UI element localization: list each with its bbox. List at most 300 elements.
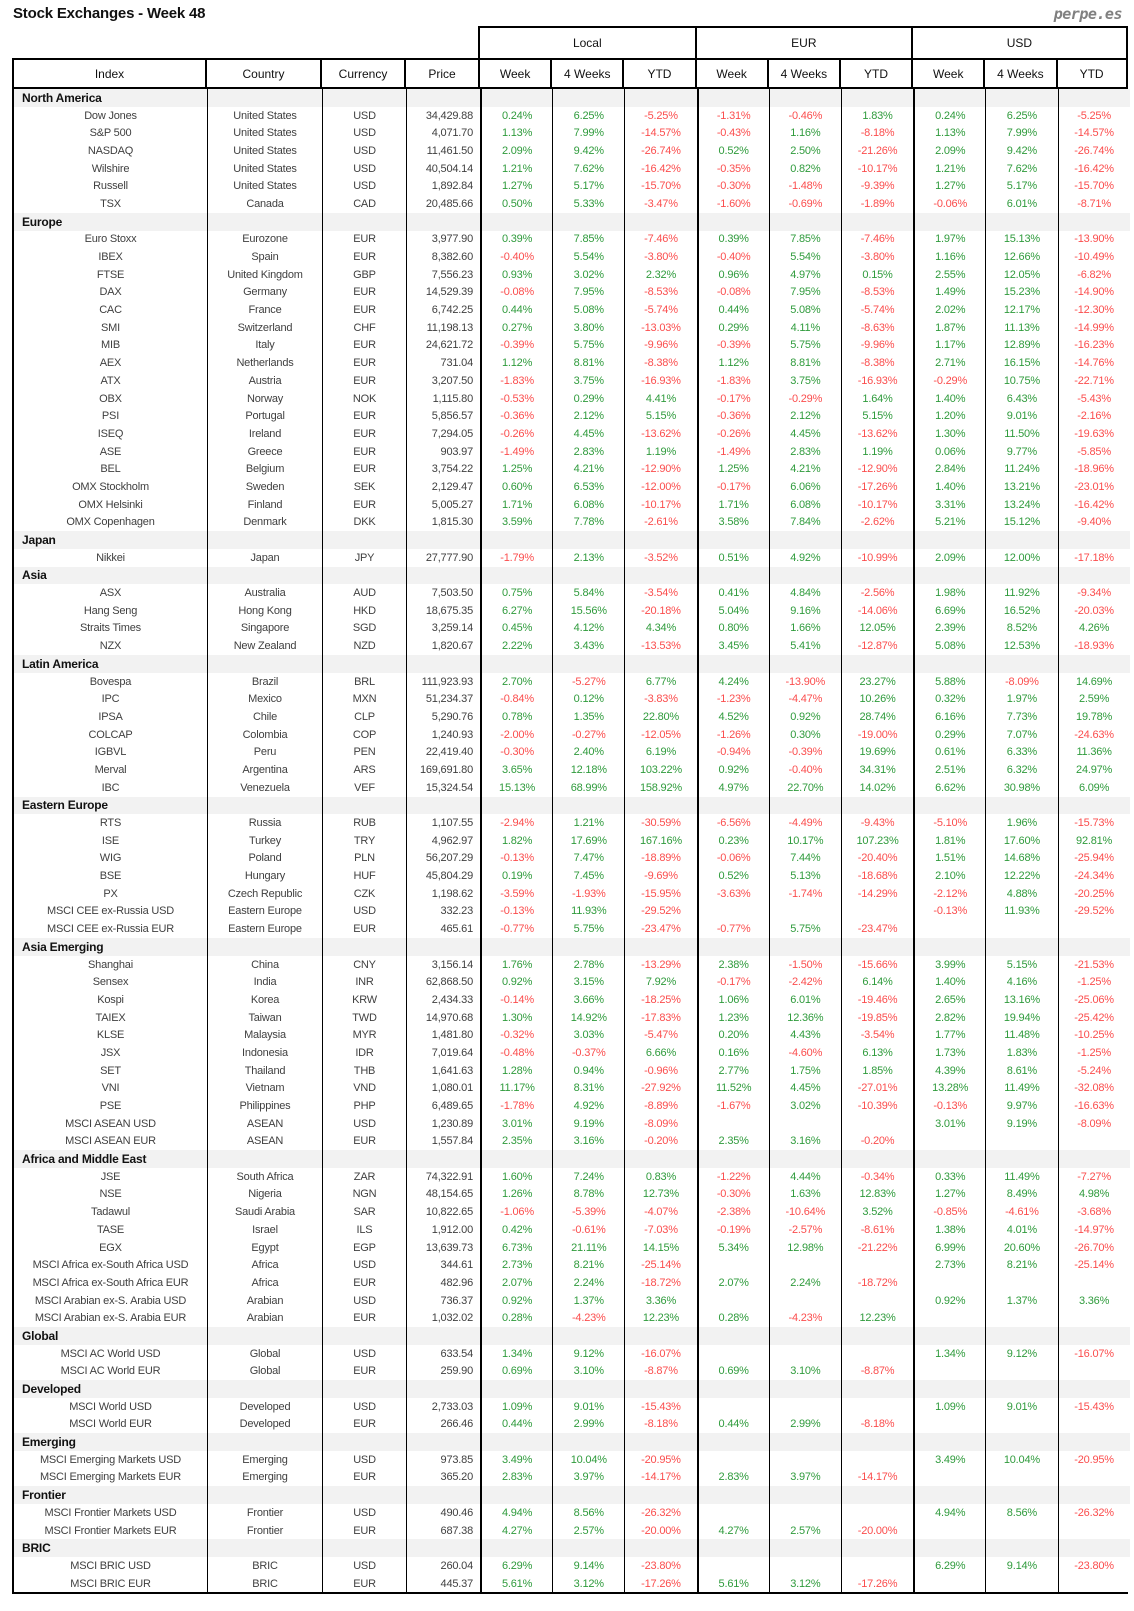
pct-cell: 3.75% [769, 372, 841, 390]
pct-cell: 167.16% [624, 832, 696, 850]
currency-cell: EUR [322, 920, 406, 938]
pct-cell: 5.21% [913, 514, 985, 532]
pct-cell: 0.28% [697, 1309, 769, 1327]
pct-cell: 6.77% [624, 673, 696, 691]
pct-cell: 19.69% [841, 743, 913, 761]
pct-cell: -9.40% [1058, 514, 1130, 532]
section-header-cell [1058, 89, 1130, 107]
index-cell: MSCI ASEAN EUR [14, 1133, 207, 1151]
section-header-cell [624, 1380, 696, 1398]
index-cell: CAC [14, 301, 207, 319]
pct-cell: -9.96% [841, 337, 913, 355]
price-cell: 56,207.29 [406, 850, 480, 868]
pct-cell: 1.87% [913, 319, 985, 337]
pct-cell: 21.11% [552, 1239, 624, 1257]
pct-cell: 9.42% [552, 142, 624, 160]
pct-cell: 4.27% [697, 1522, 769, 1540]
section-header-cell [1058, 797, 1130, 815]
currency-cell: EUR [322, 354, 406, 372]
pct-cell: -0.36% [697, 407, 769, 425]
column-header-usd-ytd: YTD [1056, 58, 1128, 89]
section-header-cell [624, 531, 696, 549]
pct-cell: -10.49% [1058, 248, 1130, 266]
price-cell: 1,820.67 [406, 637, 480, 655]
pct-cell: -13.62% [624, 425, 696, 443]
column-header-row [12, 58, 1128, 89]
pct-cell: 3.49% [480, 1451, 552, 1469]
pct-cell: -0.08% [480, 284, 552, 302]
country-cell: Australia [207, 584, 322, 602]
pct-cell: -22.71% [1058, 372, 1130, 390]
section-header-cell [406, 531, 480, 549]
index-cell: MSCI Arabian ex-S. Arabia USD [14, 1292, 207, 1310]
section-header-cell [769, 938, 841, 956]
country-cell: Austria [207, 372, 322, 390]
price-cell: 332.23 [406, 903, 480, 921]
pct-cell: -13.53% [624, 637, 696, 655]
pct-cell: 2.12% [552, 407, 624, 425]
pct-cell: -1.23% [697, 690, 769, 708]
pct-cell: 5.61% [697, 1575, 769, 1593]
section-header-cell [406, 1327, 480, 1345]
pct-cell: 5.33% [552, 195, 624, 213]
pct-cell: -3.47% [624, 195, 696, 213]
pct-cell: 0.52% [697, 142, 769, 160]
pct-cell: 12.17% [985, 301, 1057, 319]
currency-cell: EUR [322, 1274, 406, 1292]
pct-cell: -1.89% [841, 195, 913, 213]
column-header-price: Price [404, 58, 478, 89]
currency-cell: EUR [322, 1133, 406, 1151]
pct-cell: -7.03% [624, 1221, 696, 1239]
pct-cell: 2.99% [552, 1416, 624, 1434]
pct-cell [913, 1133, 985, 1151]
pct-cell: 8.56% [985, 1504, 1057, 1522]
currency-cell: CNY [322, 956, 406, 974]
pct-cell: 6.25% [985, 107, 1057, 125]
pct-cell: -25.94% [1058, 850, 1130, 868]
pct-cell [841, 1504, 913, 1522]
pct-cell [1058, 1522, 1130, 1540]
pct-cell: 0.30% [769, 726, 841, 744]
country-cell: Singapore [207, 620, 322, 638]
pct-cell: 22.80% [624, 708, 696, 726]
pct-cell: -23.80% [624, 1557, 696, 1575]
pct-cell: 15.23% [985, 284, 1057, 302]
pct-cell: 2.78% [552, 956, 624, 974]
pct-cell: 2.70% [480, 673, 552, 691]
price-cell: 1,107.55 [406, 814, 480, 832]
currency-cell: JPY [322, 549, 406, 567]
pct-cell: -30.59% [624, 814, 696, 832]
pct-cell: 7.84% [769, 514, 841, 532]
price-cell: 20,485.66 [406, 195, 480, 213]
pct-cell: -0.29% [769, 390, 841, 408]
country-cell: Poland [207, 850, 322, 868]
pct-cell: 1.13% [913, 124, 985, 142]
index-cell: IBEX [14, 248, 207, 266]
pct-cell: -27.01% [841, 1080, 913, 1098]
currency-cell: SGD [322, 620, 406, 638]
pct-cell: 3.97% [769, 1469, 841, 1487]
pct-cell: -0.13% [480, 850, 552, 868]
pct-cell: -8.38% [624, 354, 696, 372]
section-header-cell [985, 213, 1057, 231]
pct-cell: -25.14% [624, 1256, 696, 1274]
pct-cell [985, 1363, 1057, 1381]
index-cell: SMI [14, 319, 207, 337]
pct-cell: 34.31% [841, 761, 913, 779]
pct-cell: 2.83% [552, 443, 624, 461]
pct-cell: 4.34% [624, 620, 696, 638]
currency-cell: VND [322, 1080, 406, 1098]
pct-cell: -25.06% [1058, 991, 1130, 1009]
pct-cell: 24.97% [1058, 761, 1130, 779]
pct-cell: 1.34% [480, 1345, 552, 1363]
price-cell: 1,198.62 [406, 885, 480, 903]
section-header: Eastern Europe [14, 797, 207, 815]
pct-cell: -15.70% [1058, 177, 1130, 195]
section-header-cell [624, 567, 696, 585]
index-cell: IPSA [14, 708, 207, 726]
column-header-local-week: Week [478, 58, 550, 89]
pct-cell: 12.22% [985, 867, 1057, 885]
index-cell: Tadawul [14, 1203, 207, 1221]
section-header-cell [406, 1486, 480, 1504]
section-header-cell [624, 1150, 696, 1168]
section-header-cell [697, 1380, 769, 1398]
pct-cell: -0.53% [480, 390, 552, 408]
currency-cell: GBP [322, 266, 406, 284]
pct-cell: 17.60% [985, 832, 1057, 850]
pct-cell: -1.49% [480, 443, 552, 461]
country-cell: Taiwan [207, 1009, 322, 1027]
pct-cell: -17.83% [624, 1009, 696, 1027]
index-cell: Sensex [14, 973, 207, 991]
index-cell: TASE [14, 1221, 207, 1239]
currency-cell: USD [322, 1398, 406, 1416]
pct-cell: -5.85% [1058, 443, 1130, 461]
country-cell: Egypt [207, 1239, 322, 1257]
pct-cell: 2.24% [552, 1274, 624, 1292]
pct-cell: -13.29% [624, 956, 696, 974]
price-cell: 22,419.40 [406, 743, 480, 761]
pct-cell: -13.62% [841, 425, 913, 443]
section-header-cell [207, 1539, 322, 1557]
pct-cell: -3.54% [624, 584, 696, 602]
currency-cell: CHF [322, 319, 406, 337]
pct-cell: -18.93% [1058, 637, 1130, 655]
currency-cell: AUD [322, 584, 406, 602]
pct-cell: 1.17% [913, 337, 985, 355]
section-header-cell [769, 1433, 841, 1451]
country-cell: Africa [207, 1274, 322, 1292]
country-cell: United States [207, 107, 322, 125]
pct-cell: -4.23% [552, 1309, 624, 1327]
pct-cell: 4.45% [769, 1080, 841, 1098]
price-cell: 24,621.72 [406, 337, 480, 355]
pct-cell: -26.32% [1058, 1504, 1130, 1522]
section-header-cell [406, 797, 480, 815]
section-header-cell [480, 1150, 552, 1168]
pct-cell: 6.01% [769, 991, 841, 1009]
pct-cell: -2.94% [480, 814, 552, 832]
pct-cell: 2.59% [1058, 690, 1130, 708]
pct-cell: 9.14% [552, 1557, 624, 1575]
price-cell: 48,154.65 [406, 1186, 480, 1204]
pct-cell: 4.01% [985, 1221, 1057, 1239]
index-cell: COLCAP [14, 726, 207, 744]
pct-cell: 0.28% [480, 1309, 552, 1327]
pct-cell: 9.97% [985, 1097, 1057, 1115]
pct-cell: -0.61% [552, 1221, 624, 1239]
pct-cell: -0.35% [697, 160, 769, 178]
pct-cell: 1.85% [841, 1062, 913, 1080]
pct-cell: 0.92% [480, 973, 552, 991]
pct-cell: -16.93% [624, 372, 696, 390]
section-header-cell [406, 938, 480, 956]
pct-cell: 0.50% [480, 195, 552, 213]
section-header: Japan [14, 531, 207, 549]
price-cell: 903.97 [406, 443, 480, 461]
pct-cell: 3.45% [697, 637, 769, 655]
country-cell: Frontier [207, 1504, 322, 1522]
column-header-country: Country [205, 58, 320, 89]
index-cell: TSX [14, 195, 207, 213]
country-cell: United States [207, 124, 322, 142]
pct-cell: 6.99% [913, 1239, 985, 1257]
index-cell: ATX [14, 372, 207, 390]
pct-cell: -13.90% [1058, 231, 1130, 249]
section-header-cell [624, 213, 696, 231]
pct-cell: -1.48% [769, 177, 841, 195]
country-cell: Switzerland [207, 319, 322, 337]
pct-cell: 0.60% [480, 478, 552, 496]
pct-cell: 6.32% [985, 761, 1057, 779]
pct-cell: -19.46% [841, 991, 913, 1009]
country-cell: Eastern Europe [207, 903, 322, 921]
pct-cell: -3.59% [480, 885, 552, 903]
currency-cell: USD [322, 177, 406, 195]
pct-cell: 4.52% [697, 708, 769, 726]
currency-cell: EUR [322, 1363, 406, 1381]
pct-cell: -14.97% [1058, 1221, 1130, 1239]
price-cell: 14,970.68 [406, 1009, 480, 1027]
country-cell: Emerging [207, 1469, 322, 1487]
pct-cell: 4.43% [769, 1026, 841, 1044]
pct-cell: -8.63% [841, 319, 913, 337]
currency-cell: EUR [322, 460, 406, 478]
section-header-cell [207, 1150, 322, 1168]
pct-cell: -2.61% [624, 514, 696, 532]
price-cell: 11,198.13 [406, 319, 480, 337]
pct-cell: 103.22% [624, 761, 696, 779]
price-cell: 15,324.54 [406, 779, 480, 797]
currency-cell: TRY [322, 832, 406, 850]
index-cell: MSCI ASEAN USD [14, 1115, 207, 1133]
pct-cell: 11.13% [985, 319, 1057, 337]
section-header-cell [913, 1486, 985, 1504]
pct-cell: -10.17% [624, 496, 696, 514]
pct-cell: 0.42% [480, 1221, 552, 1239]
section-header-cell [552, 655, 624, 673]
pct-cell: -3.54% [841, 1026, 913, 1044]
section-header-cell [406, 1539, 480, 1557]
pct-cell: 1.19% [624, 443, 696, 461]
country-cell: Greece [207, 443, 322, 461]
pct-cell: 2.40% [552, 743, 624, 761]
section-header-cell [985, 89, 1057, 107]
pct-cell: -5.74% [841, 301, 913, 319]
pct-cell: 2.73% [480, 1256, 552, 1274]
pct-cell: 4.88% [985, 885, 1057, 903]
section-header-cell [913, 213, 985, 231]
pct-cell: 6.06% [769, 478, 841, 496]
pct-cell: 3.43% [552, 637, 624, 655]
pct-cell: -14.17% [841, 1469, 913, 1487]
country-cell: Eastern Europe [207, 920, 322, 938]
section-header-cell [1058, 1150, 1130, 1168]
pct-cell: -5.74% [624, 301, 696, 319]
country-cell: Peru [207, 743, 322, 761]
pct-cell: 4.12% [552, 620, 624, 638]
section-header-cell [985, 797, 1057, 815]
country-cell: Venezuela [207, 779, 322, 797]
pct-cell: 5.61% [480, 1575, 552, 1593]
pct-cell [769, 1398, 841, 1416]
pct-cell: 3.97% [552, 1469, 624, 1487]
index-cell: PSE [14, 1097, 207, 1115]
index-cell: MSCI Emerging Markets USD [14, 1451, 207, 1469]
pct-cell: 11.49% [985, 1168, 1057, 1186]
pct-cell: 4.94% [480, 1504, 552, 1522]
pct-cell [841, 1345, 913, 1363]
index-cell: MSCI Frontier Markets USD [14, 1504, 207, 1522]
pct-cell: -16.07% [1058, 1345, 1130, 1363]
pct-cell: 7.92% [624, 973, 696, 991]
pct-cell: 1.25% [480, 460, 552, 478]
pct-cell: 1.25% [697, 460, 769, 478]
currency-cell: USD [322, 107, 406, 125]
pct-cell: -0.29% [913, 372, 985, 390]
pct-cell: -8.87% [624, 1363, 696, 1381]
pct-cell: 2.51% [913, 761, 985, 779]
country-cell: United States [207, 142, 322, 160]
section-header-cell [624, 1486, 696, 1504]
pct-cell: -20.40% [841, 850, 913, 868]
price-cell: 1,641.63 [406, 1062, 480, 1080]
pct-cell: 7.85% [769, 231, 841, 249]
section-header-cell [697, 1150, 769, 1168]
column-header-local-ytd: YTD [622, 58, 694, 89]
price-cell: 266.46 [406, 1416, 480, 1434]
country-cell: BRIC [207, 1557, 322, 1575]
country-cell: Korea [207, 991, 322, 1009]
pct-cell: 0.44% [480, 301, 552, 319]
index-cell: Merval [14, 761, 207, 779]
pct-cell: 1.73% [913, 1044, 985, 1062]
pct-cell: 14.02% [841, 779, 913, 797]
price-cell: 3,977.90 [406, 231, 480, 249]
pct-cell: 7.47% [552, 850, 624, 868]
currency-cell: EUR [322, 1416, 406, 1434]
section-header-cell [1058, 1327, 1130, 1345]
price-cell: 74,322.91 [406, 1168, 480, 1186]
country-cell: Eurozone [207, 231, 322, 249]
section-header-cell [207, 531, 322, 549]
index-cell: DAX [14, 284, 207, 302]
section-header-cell [552, 1433, 624, 1451]
section-header-cell [985, 531, 1057, 549]
currency-cell: EUR [322, 284, 406, 302]
pct-cell: 12.23% [841, 1309, 913, 1327]
section-header-cell [480, 1433, 552, 1451]
pct-cell: 12.66% [985, 248, 1057, 266]
section-header-cell [207, 1327, 322, 1345]
pct-cell: -3.80% [841, 248, 913, 266]
section-header-cell [769, 1486, 841, 1504]
currency-cell: EUR [322, 337, 406, 355]
pct-cell: 3.10% [552, 1363, 624, 1381]
currency-cell: USD [322, 1115, 406, 1133]
pct-cell: -0.69% [769, 195, 841, 213]
currency-cell: HKD [322, 602, 406, 620]
pct-cell: 11.49% [985, 1080, 1057, 1098]
index-cell: OMX Copenhagen [14, 514, 207, 532]
index-cell: MSCI Africa ex-South Africa USD [14, 1256, 207, 1274]
price-cell: 7,294.05 [406, 425, 480, 443]
section-header-cell [985, 655, 1057, 673]
currency-cell: EUR [322, 443, 406, 461]
pct-cell: -2.42% [769, 973, 841, 991]
section-header-cell [322, 1433, 406, 1451]
section-header-cell [552, 1150, 624, 1168]
index-cell: PX [14, 885, 207, 903]
pct-cell: 6.16% [913, 708, 985, 726]
pct-cell: 1.13% [480, 124, 552, 142]
pct-cell: 3.03% [552, 1026, 624, 1044]
index-cell: SET [14, 1062, 207, 1080]
section-header-cell [322, 567, 406, 585]
section-header-cell [624, 1539, 696, 1557]
section-header-cell [552, 567, 624, 585]
pct-cell: -0.26% [697, 425, 769, 443]
pct-cell: 0.29% [913, 726, 985, 744]
index-cell: ISEQ [14, 425, 207, 443]
pct-cell: 5.88% [913, 673, 985, 691]
pct-cell: 10.17% [769, 832, 841, 850]
section-header-cell [480, 655, 552, 673]
pct-cell [985, 1469, 1057, 1487]
section-header-cell [406, 89, 480, 107]
pct-cell: 0.39% [480, 231, 552, 249]
pct-cell: -0.77% [697, 920, 769, 938]
pct-cell: -26.74% [1058, 142, 1130, 160]
pct-cell: 12.00% [985, 549, 1057, 567]
currency-cell: IDR [322, 1044, 406, 1062]
price-cell: 1,892.84 [406, 177, 480, 195]
pct-cell: -5.10% [913, 814, 985, 832]
pct-cell: 4.24% [697, 673, 769, 691]
pct-cell [1058, 1363, 1130, 1381]
section-header-cell [480, 213, 552, 231]
currency-cell: EUR [322, 1469, 406, 1487]
pct-cell: 6.09% [1058, 779, 1130, 797]
section-header-cell [322, 213, 406, 231]
price-cell: 2,129.47 [406, 478, 480, 496]
pct-cell: -10.17% [841, 496, 913, 514]
pct-cell: -17.26% [841, 478, 913, 496]
